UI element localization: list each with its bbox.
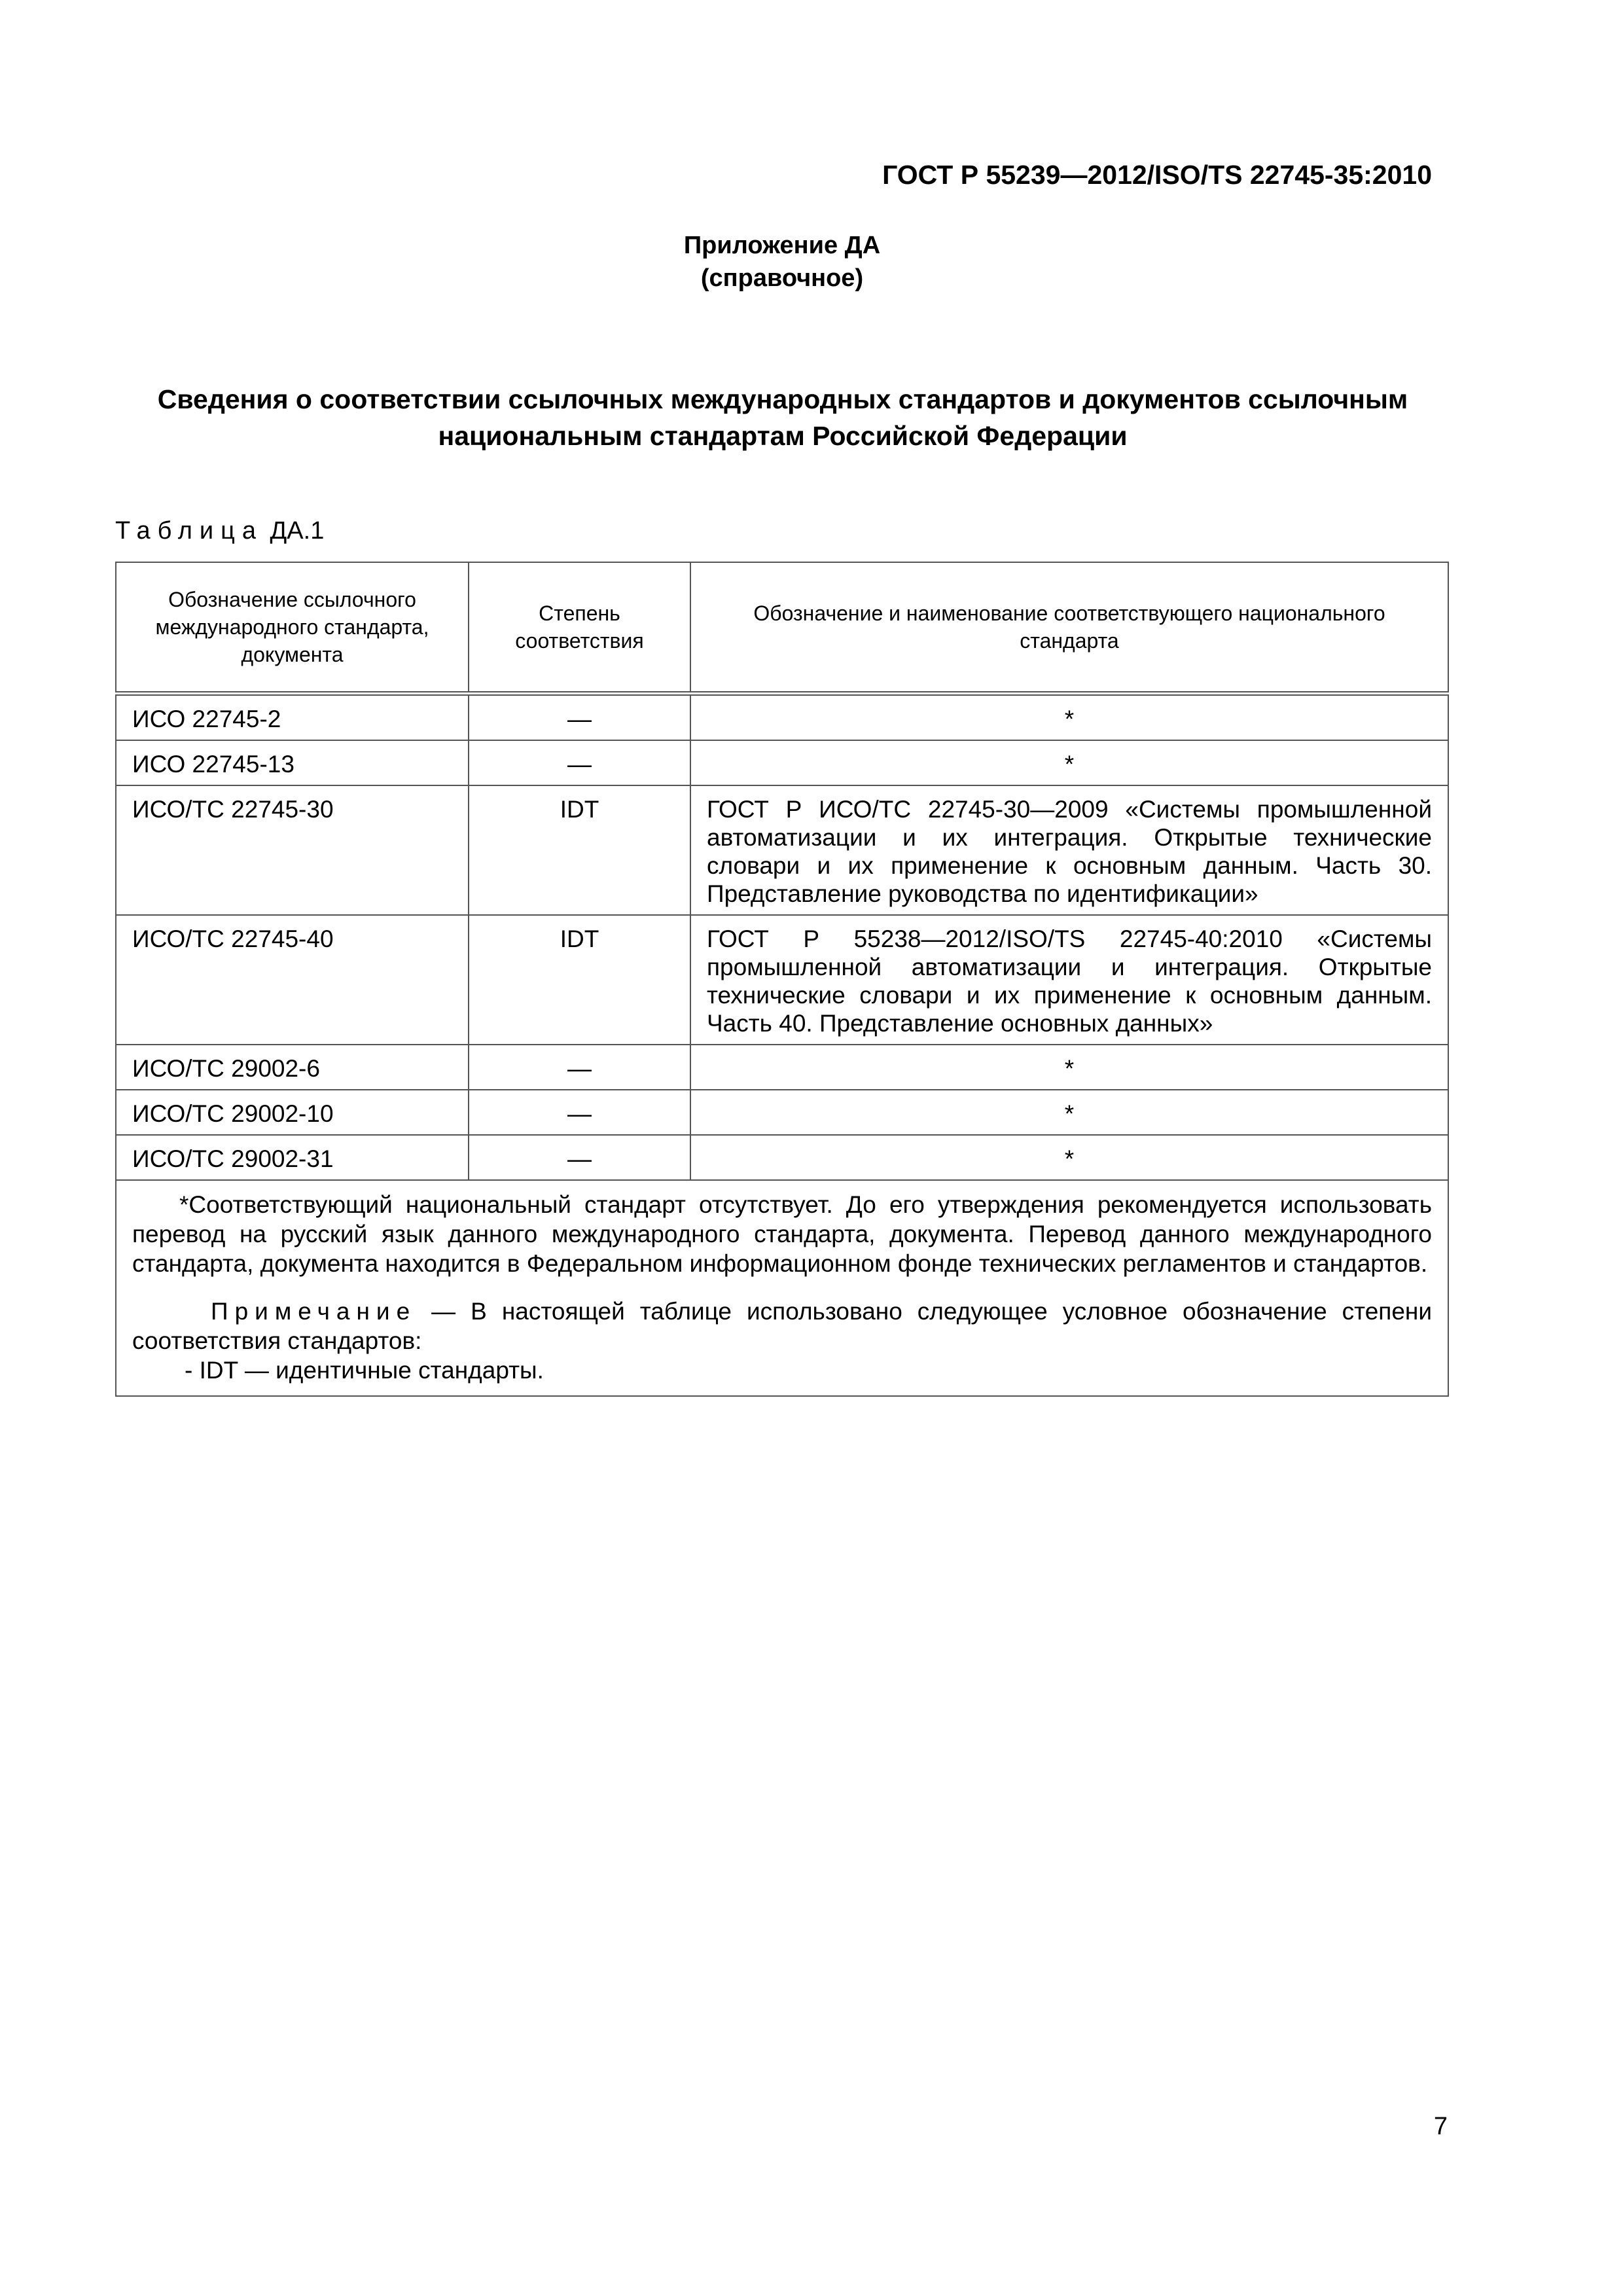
table-row <box>116 1045 1448 1090</box>
cell-national: * <box>690 1135 1448 1180</box>
cell-reference: ИСО/ТС 22745-40 <box>116 915 469 1045</box>
section-title-line2: национальным стандартам Российской Федерации <box>438 421 1128 451</box>
table-footnote: *Соответствующий национальный стандарт отсутствует. До его утверждения рекомендуется использовать перевод на русский язык данного международного стандарта, документа. Перевод данного международного стандарта, документа находится в Федеральном информационном фонде технических регламентов и стандартов. <box>132 1191 1432 1277</box>
cell-national: * <box>690 1090 1448 1135</box>
table-header-row <box>116 562 1448 694</box>
table-row <box>116 694 1448 741</box>
table-label-number: ДА.1 <box>263 517 325 545</box>
cell-reference: ИСО/ТС 22745-30 <box>116 785 469 915</box>
cell-national: * <box>690 694 1448 741</box>
table-row <box>116 1090 1448 1135</box>
note-text: — В настоящей таблице использовано следующее условное обозначение степени соответствия стандартов: <box>132 1298 1432 1354</box>
cell-reference: ИСО/ТС 29002-10 <box>116 1090 469 1135</box>
header-national-standard: Обозначение и наименование соответствующего национального стандарта <box>690 562 1448 694</box>
note-item: - IDT — идентичные стандарты. <box>185 1357 544 1384</box>
header-degree: Степень соответствия <box>469 562 690 694</box>
header-reference-standard: Обозначение ссылочного международного стандарта, документа <box>116 562 469 694</box>
table-row <box>116 740 1448 785</box>
note-label: Примечание <box>211 1298 417 1325</box>
cell-degree: IDT <box>469 785 690 915</box>
cell-degree: — <box>469 740 690 785</box>
section-title-line1: Сведения о соответствии ссылочных международных стандартов и документов ссылочным <box>157 384 1408 414</box>
cell-national: ГОСТ Р ИСО/ТС 22745-30—2009 «Системы промышленной автоматизации и их интеграция. Открытые технические словари и их применение к основным данным. Часть 30. Представление руководства по идентификации» <box>690 785 1448 915</box>
annex-kind: (справочное) <box>700 264 864 292</box>
cell-reference: ИСО 22745-13 <box>116 740 469 785</box>
table-label <box>115 517 324 545</box>
cell-national: ГОСТ Р 55238—2012/ISO/TS 22745-40:2010 «Системы промышленной автоматизации и интеграция. Открытые технические словари и их применение к основным данным. Часть 40. Представление основных данных» <box>690 915 1448 1045</box>
page-number: 7 <box>1433 2113 1448 2140</box>
table-row <box>116 1135 1448 1180</box>
cell-degree: IDT <box>469 915 690 1045</box>
table-note <box>132 1297 1432 1355</box>
cell-degree: — <box>469 1135 690 1180</box>
annex-heading <box>0 229 1564 295</box>
table-footer-row <box>116 1180 1448 1396</box>
table-row <box>116 915 1448 1045</box>
cell-reference: ИСО/ТС 29002-31 <box>116 1135 469 1180</box>
cell-national: * <box>690 740 1448 785</box>
annex-title: Приложение ДА <box>683 232 881 259</box>
cell-reference: ИСО/ТС 29002-6 <box>116 1045 469 1090</box>
section-title <box>115 381 1450 454</box>
document-header: ГОСТ Р 55239—2012/ISO/TS 22745-35:2010 <box>882 160 1432 190</box>
cell-reference: ИСО 22745-2 <box>116 694 469 741</box>
cell-degree: — <box>469 1045 690 1090</box>
table-row <box>116 785 1448 915</box>
cell-national: * <box>690 1045 1448 1090</box>
correspondence-table <box>115 562 1449 1397</box>
table-label-word: Таблица <box>115 517 263 545</box>
table-footnote-cell <box>116 1180 1448 1396</box>
cell-degree: — <box>469 1090 690 1135</box>
cell-degree: — <box>469 694 690 741</box>
